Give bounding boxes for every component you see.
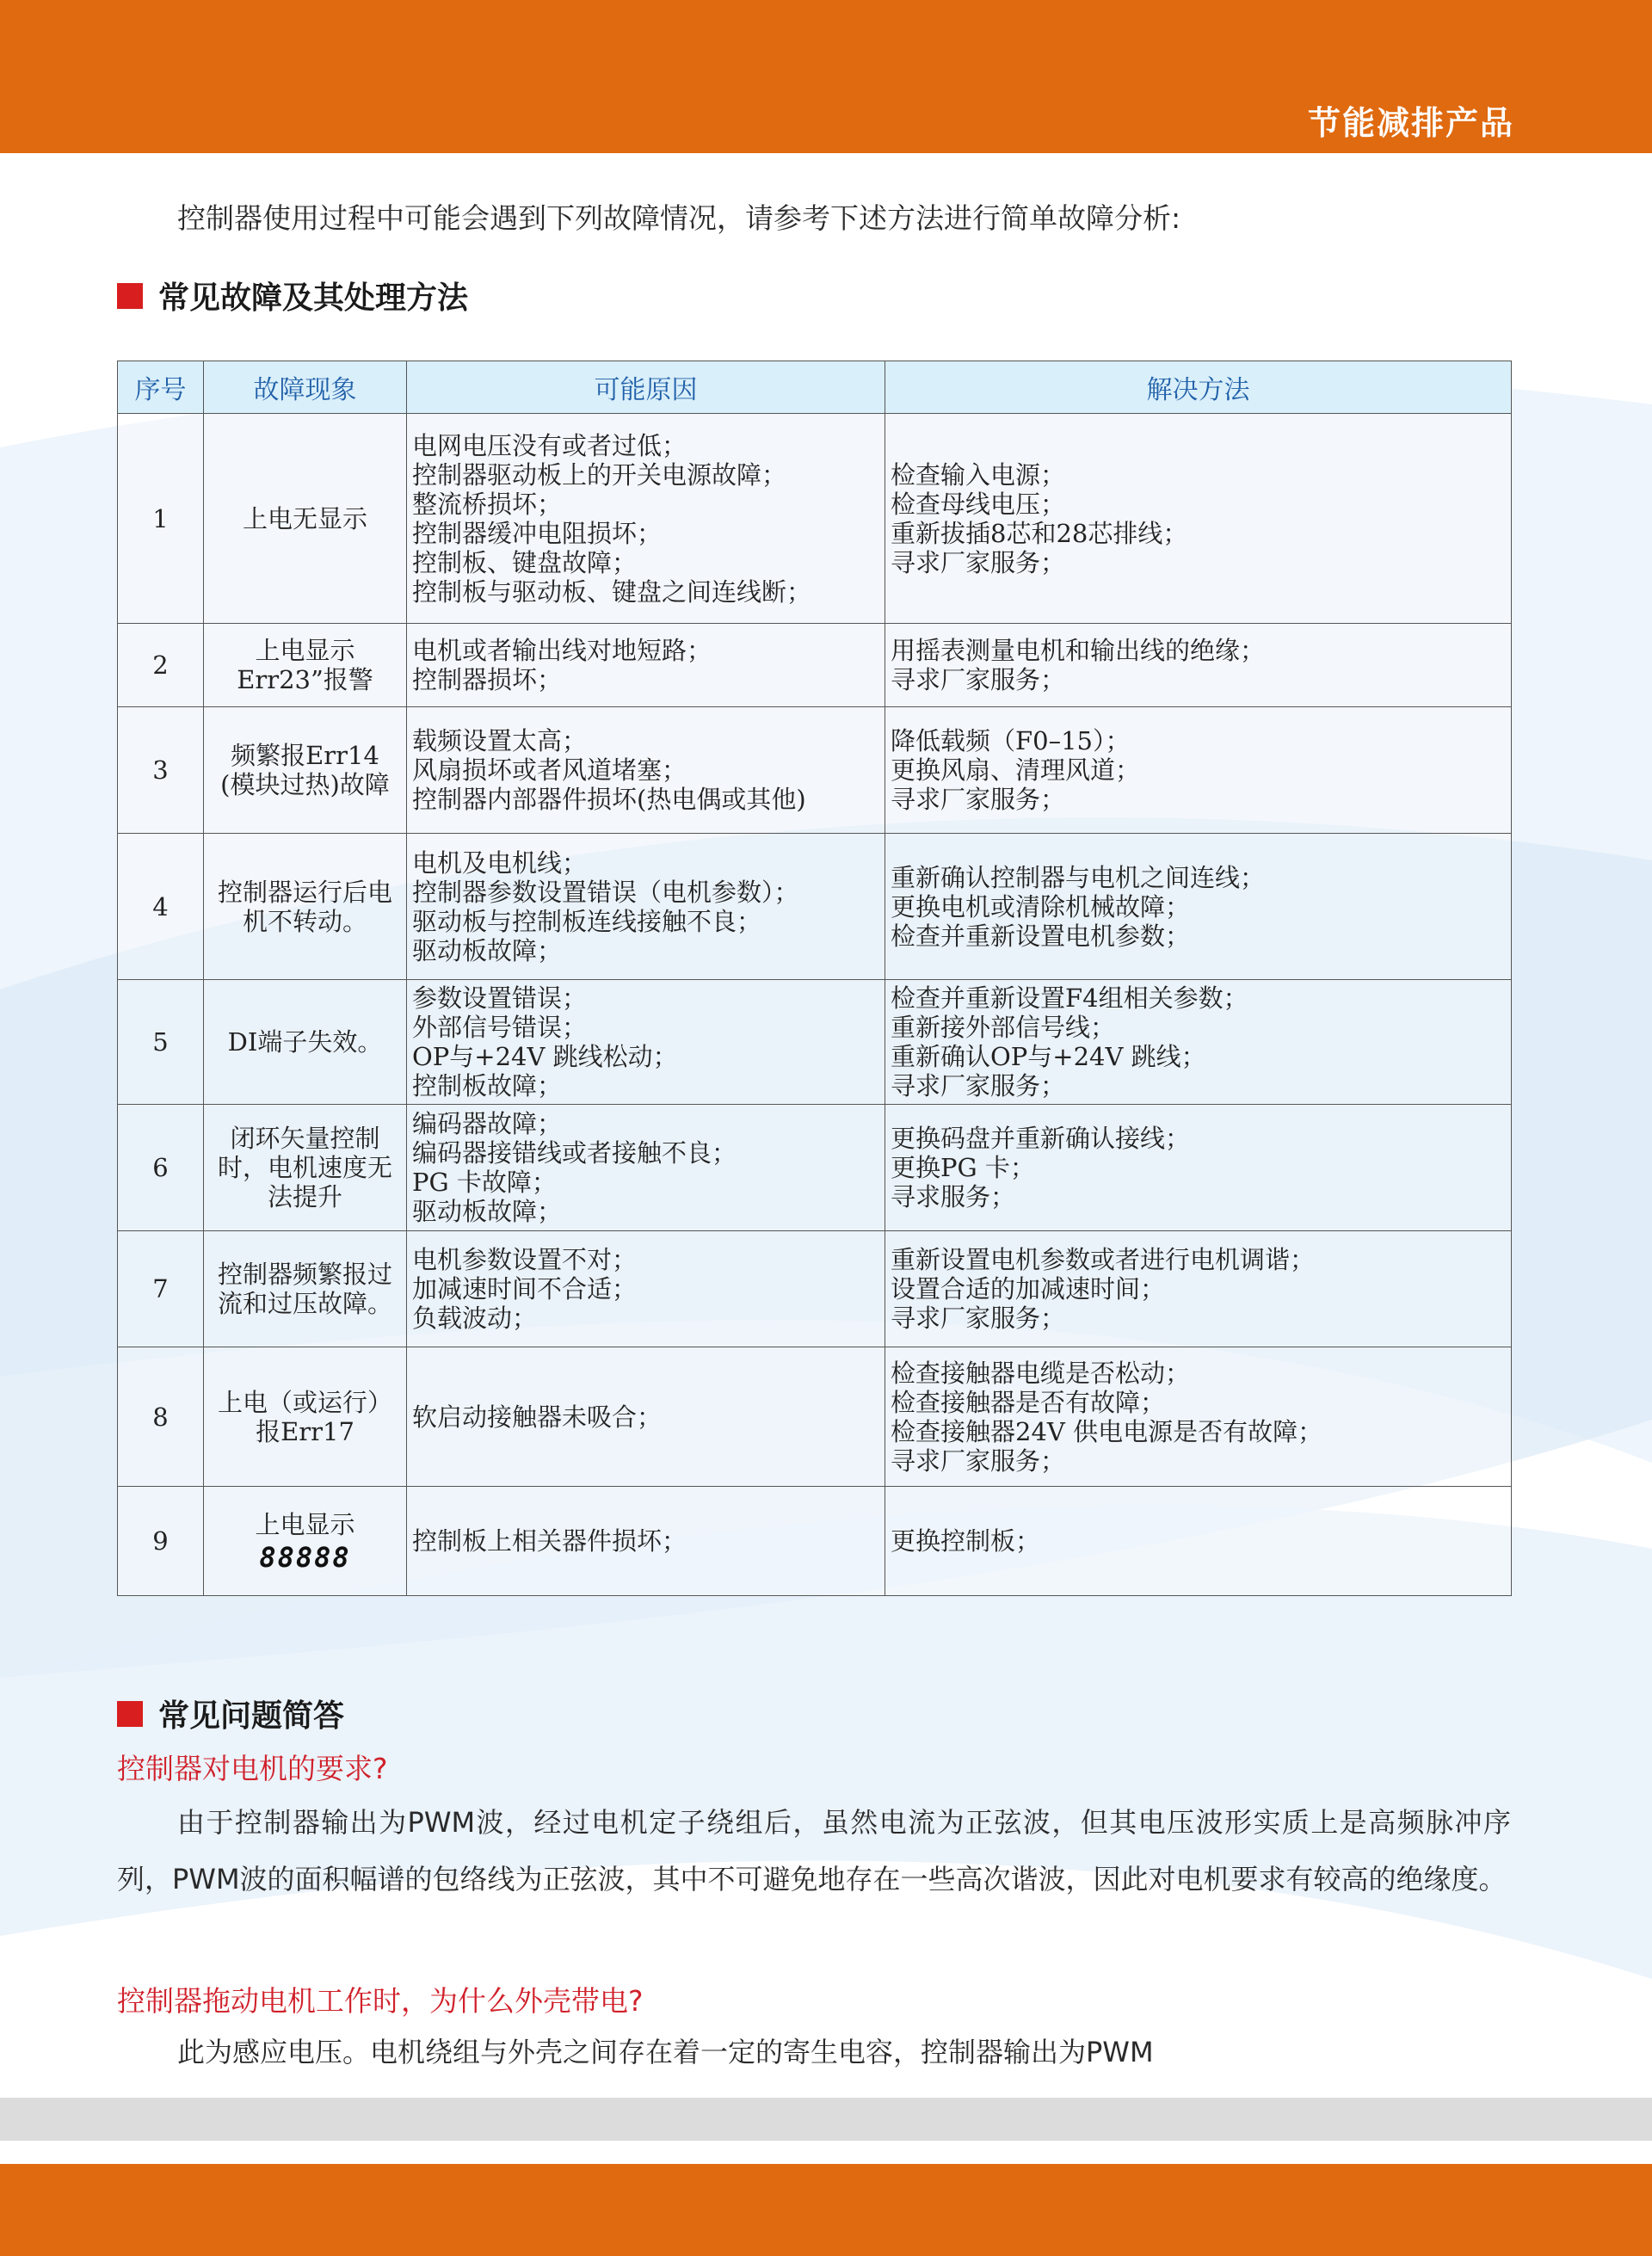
cell-cause-line: 软启动接触器未吸合；: [412, 1402, 663, 1432]
cell-fix-line: 更换电机或清除机械故障；: [891, 891, 1191, 922]
cell-cause-line: 外部信号错误；: [412, 1013, 588, 1042]
table-row: [118, 1347, 1512, 1487]
cell-cause-line: 控制器参数设置错误（电机参数）；: [412, 877, 799, 907]
header-symptom: 故障现象: [204, 361, 407, 414]
cell-symptom-line: 法提升: [267, 1182, 342, 1211]
cell-no: 6: [118, 1105, 204, 1231]
cell-cause-line: 编码器接错线或者接触不良；: [412, 1138, 737, 1168]
cell-fix-line: 检查母线电压；: [891, 489, 1066, 519]
cell-fix: [885, 1105, 1512, 1231]
cell-fix-line: 设置合适的加减速时间；: [891, 1274, 1166, 1304]
cell-fix-line: 检查接触器电缆是否松动；: [891, 1358, 1191, 1388]
cell-symptom-line: 上电显示: [255, 1509, 355, 1539]
cell-fix: [885, 980, 1512, 1105]
cell-symptom: [204, 414, 407, 624]
cell-no: 4: [118, 834, 204, 980]
cell-fix-line: 更换控制板；: [891, 1526, 1041, 1556]
cell-symptom-line: Err23”报警: [237, 665, 373, 694]
cell-fix-line: 寻求厂家服务；: [891, 785, 1066, 814]
cell-symptom-line: 报Err17: [256, 1416, 354, 1446]
cell-fix: [885, 624, 1512, 707]
cell-cause-line: 编码器故障；: [412, 1109, 563, 1138]
cell-cause-line: 电机及电机线；: [412, 848, 588, 878]
red-square-icon: [117, 283, 143, 309]
cell-fix-line: 更换码盘并重新确认接线；: [891, 1124, 1191, 1153]
cell-symptom-line: 控制器频繁报过: [217, 1260, 392, 1289]
cell-fix: [885, 414, 1512, 624]
cell-fix-line: 更换风扇、清理风道；: [891, 755, 1141, 785]
faq-question-2: 控制器拖动电机工作时，为什么外壳带电?: [117, 1984, 644, 2018]
cell-symptom-line: (模块过热)故障: [220, 770, 390, 799]
section-title-qa: [117, 1692, 344, 1735]
cell-cause-line: 负载波动；: [412, 1304, 538, 1333]
cell-fix: [885, 707, 1512, 834]
cell-cause-line: 控制板与驱动板、键盘之间连线断；: [412, 576, 812, 607]
cell-fix-line: 重新确认OP与+24V 跳线；: [891, 1042, 1206, 1071]
cell-cause-line: 参数设置错误；: [412, 983, 588, 1013]
cell-no: 5: [118, 980, 204, 1105]
table-header-row: [118, 361, 1512, 414]
cell-cause-line: 电网电压没有或者过低；: [412, 430, 687, 460]
brand-label: 节能减排产品: [1307, 104, 1514, 142]
section-title-text: 常见故障及其处理方法: [158, 280, 469, 316]
cell-fix-line: 更换PG 卡；: [891, 1153, 1035, 1182]
cell-symptom-line: 机不转动。: [242, 906, 367, 936]
cell-cause-line: 控制器缓冲电阻损坏；: [412, 518, 663, 548]
footer-orange-band: [0, 2164, 1652, 2256]
table-row: [118, 707, 1512, 834]
cell-cause-line: 电机参数设置不对；: [412, 1245, 638, 1274]
cell-fix: [885, 834, 1512, 980]
cell-fix-line: 检查接触器是否有故障；: [891, 1387, 1166, 1417]
header-fix: 解决方法: [885, 361, 1512, 414]
table-row: [118, 1105, 1512, 1231]
cell-fix-line: 检查输入电源；: [891, 459, 1066, 490]
table-row: [118, 980, 1512, 1105]
section-title-faults: [117, 274, 468, 317]
cell-no: 8: [118, 1347, 204, 1487]
cell-symptom: [204, 624, 407, 707]
table-row: [118, 1231, 1512, 1347]
cell-symptom-line: 频繁报Err14: [231, 741, 379, 770]
fault-table: [117, 361, 1512, 1596]
cell-cause: [407, 834, 885, 980]
cell-cause: [407, 624, 885, 707]
section-title-text: 常见问题简答: [158, 1698, 345, 1734]
cell-symptom-line: 上电显示: [255, 636, 355, 665]
header-no: 序号: [118, 361, 204, 414]
cell-fix-line: 寻求厂家服务；: [891, 1071, 1066, 1100]
cell-symptom-line: 时，电机速度无: [217, 1153, 392, 1182]
cell-fix: [885, 1347, 1512, 1487]
cell-fix-line: 重新拔插8芯和28芯排线；: [891, 518, 1188, 548]
cell-cause: [407, 1347, 885, 1487]
cell-cause-line: 加减速时间不合适；: [412, 1274, 638, 1304]
cell-cause-line: 驱动板故障；: [412, 1197, 563, 1226]
cell-cause: [407, 980, 885, 1105]
cell-cause: [407, 1487, 885, 1596]
cell-cause-line: 载频设置太高；: [412, 726, 588, 755]
cell-cause-line: 电机或者输出线对地短路；: [412, 636, 712, 665]
cell-cause-line: 控制板上相关器件损坏；: [412, 1526, 687, 1556]
cell-fix-line: 重新确认控制器与电机之间连线；: [891, 862, 1266, 892]
header-cause: 可能原因: [407, 361, 885, 414]
table-row: [118, 624, 1512, 707]
cell-fix-line: 寻求厂家服务；: [891, 665, 1066, 694]
cell-symptom-line: 上电（或运行）: [217, 1387, 392, 1417]
cell-symptom: [204, 707, 407, 834]
faq-answer-1: 由于控制器输出为PWM波，经过电机定子绕组后，虽然电流为正弦波，但其电压波形实质上是高频脉冲序列，PWM波的面积幅谱的包络线为正弦波，其中不可避免地存在一些高次谐波，因此对电机要求有较高的绝缘度。: [117, 1806, 1511, 1895]
cell-cause: [407, 1231, 885, 1347]
cell-no: 2: [118, 624, 204, 707]
table-row: [118, 1487, 1512, 1596]
intro-text: 控制器使用过程中可能会遇到下列故障情况，请参考下述方法进行简单故障分析:: [177, 201, 1181, 235]
cell-fix-line: 寻求厂家服务；: [891, 1445, 1066, 1476]
top-banner: [0, 0, 1652, 153]
cell-symptom: [204, 980, 407, 1105]
cell-cause-line: 驱动板故障；: [412, 935, 563, 965]
table-row: [118, 834, 1512, 980]
cell-fix-line: 重新接外部信号线；: [891, 1013, 1116, 1042]
fault-table-body: [118, 414, 1512, 1596]
cell-fix-line: 检查并重新设置电机参数；: [891, 921, 1191, 951]
cell-fix-line: 寻求厂家服务；: [891, 547, 1066, 577]
cell-fix-line: 重新设置电机参数或者进行电机调谐；: [891, 1245, 1316, 1274]
cell-symptom-line: 流和过压故障。: [217, 1289, 392, 1318]
cell-no: 7: [118, 1231, 204, 1347]
cell-symptom: [204, 1347, 407, 1487]
cell-symptom: [204, 1231, 407, 1347]
cell-no: 3: [118, 707, 204, 834]
cell-fix-line: 寻求厂家服务；: [891, 1304, 1066, 1333]
cell-fix-line: 降低载频（F0–15）；: [891, 726, 1131, 755]
segment-display-icon: 88888: [259, 1540, 351, 1574]
cell-cause: [407, 414, 885, 624]
cell-no: 9: [118, 1487, 204, 1596]
table-row: [118, 414, 1512, 624]
cell-cause: [407, 1105, 885, 1231]
cell-cause-line: 控制板、键盘故障；: [412, 547, 638, 577]
cell-symptom-line: 闭环矢量控制: [230, 1124, 380, 1153]
cell-symptom: [204, 1487, 407, 1596]
cell-fix-line: 寻求服务；: [891, 1182, 1016, 1211]
faq-answer-2: 此为感应电压。电机绕组与外壳之间存在着一定的寄生电容，控制器输出为PWM: [177, 2036, 1154, 2068]
cell-cause-line: PG 卡故障；: [412, 1168, 557, 1197]
cell-symptom-line: 控制器运行后电: [217, 877, 392, 907]
cell-cause-line: 整流桥损坏；: [412, 489, 563, 519]
cell-symptom: [204, 834, 407, 980]
cell-fix: [885, 1231, 1512, 1347]
cell-symptom: [204, 1105, 407, 1231]
cell-cause-line: 驱动板与控制板连线接触不良；: [412, 906, 762, 936]
cell-cause-line: 风扇损坏或者风道堵塞；: [412, 755, 687, 785]
cell-cause-line: 控制板故障；: [412, 1071, 563, 1100]
cell-symptom-line: DI端子失效。: [227, 1027, 383, 1057]
cell-fix-line: 检查接触器24V 供电电源是否有故障；: [891, 1416, 1323, 1446]
red-square-icon: [117, 1701, 143, 1727]
cell-fix: [885, 1487, 1512, 1596]
cell-cause-line: 控制器驱动板上的开关电源故障；: [412, 459, 787, 490]
cell-cause-line: 控制器内部器件损坏(热电偶或其他): [412, 785, 806, 814]
footer-gray-band: [0, 2098, 1652, 2141]
cell-cause-line: 控制器损坏；: [412, 665, 563, 694]
cell-cause: [407, 707, 885, 834]
cell-no: 1: [118, 414, 204, 624]
cell-fix-line: 用摇表测量电机和输出线的绝缘；: [891, 636, 1266, 665]
cell-symptom-line: 上电无显示: [242, 503, 367, 533]
faq-question-1: 控制器对电机的要求?: [117, 1752, 388, 1785]
cell-fix-line: 检查并重新设置F4组相关参数；: [891, 983, 1248, 1013]
cell-cause-line: OP与+24V 跳线松动；: [412, 1042, 678, 1071]
